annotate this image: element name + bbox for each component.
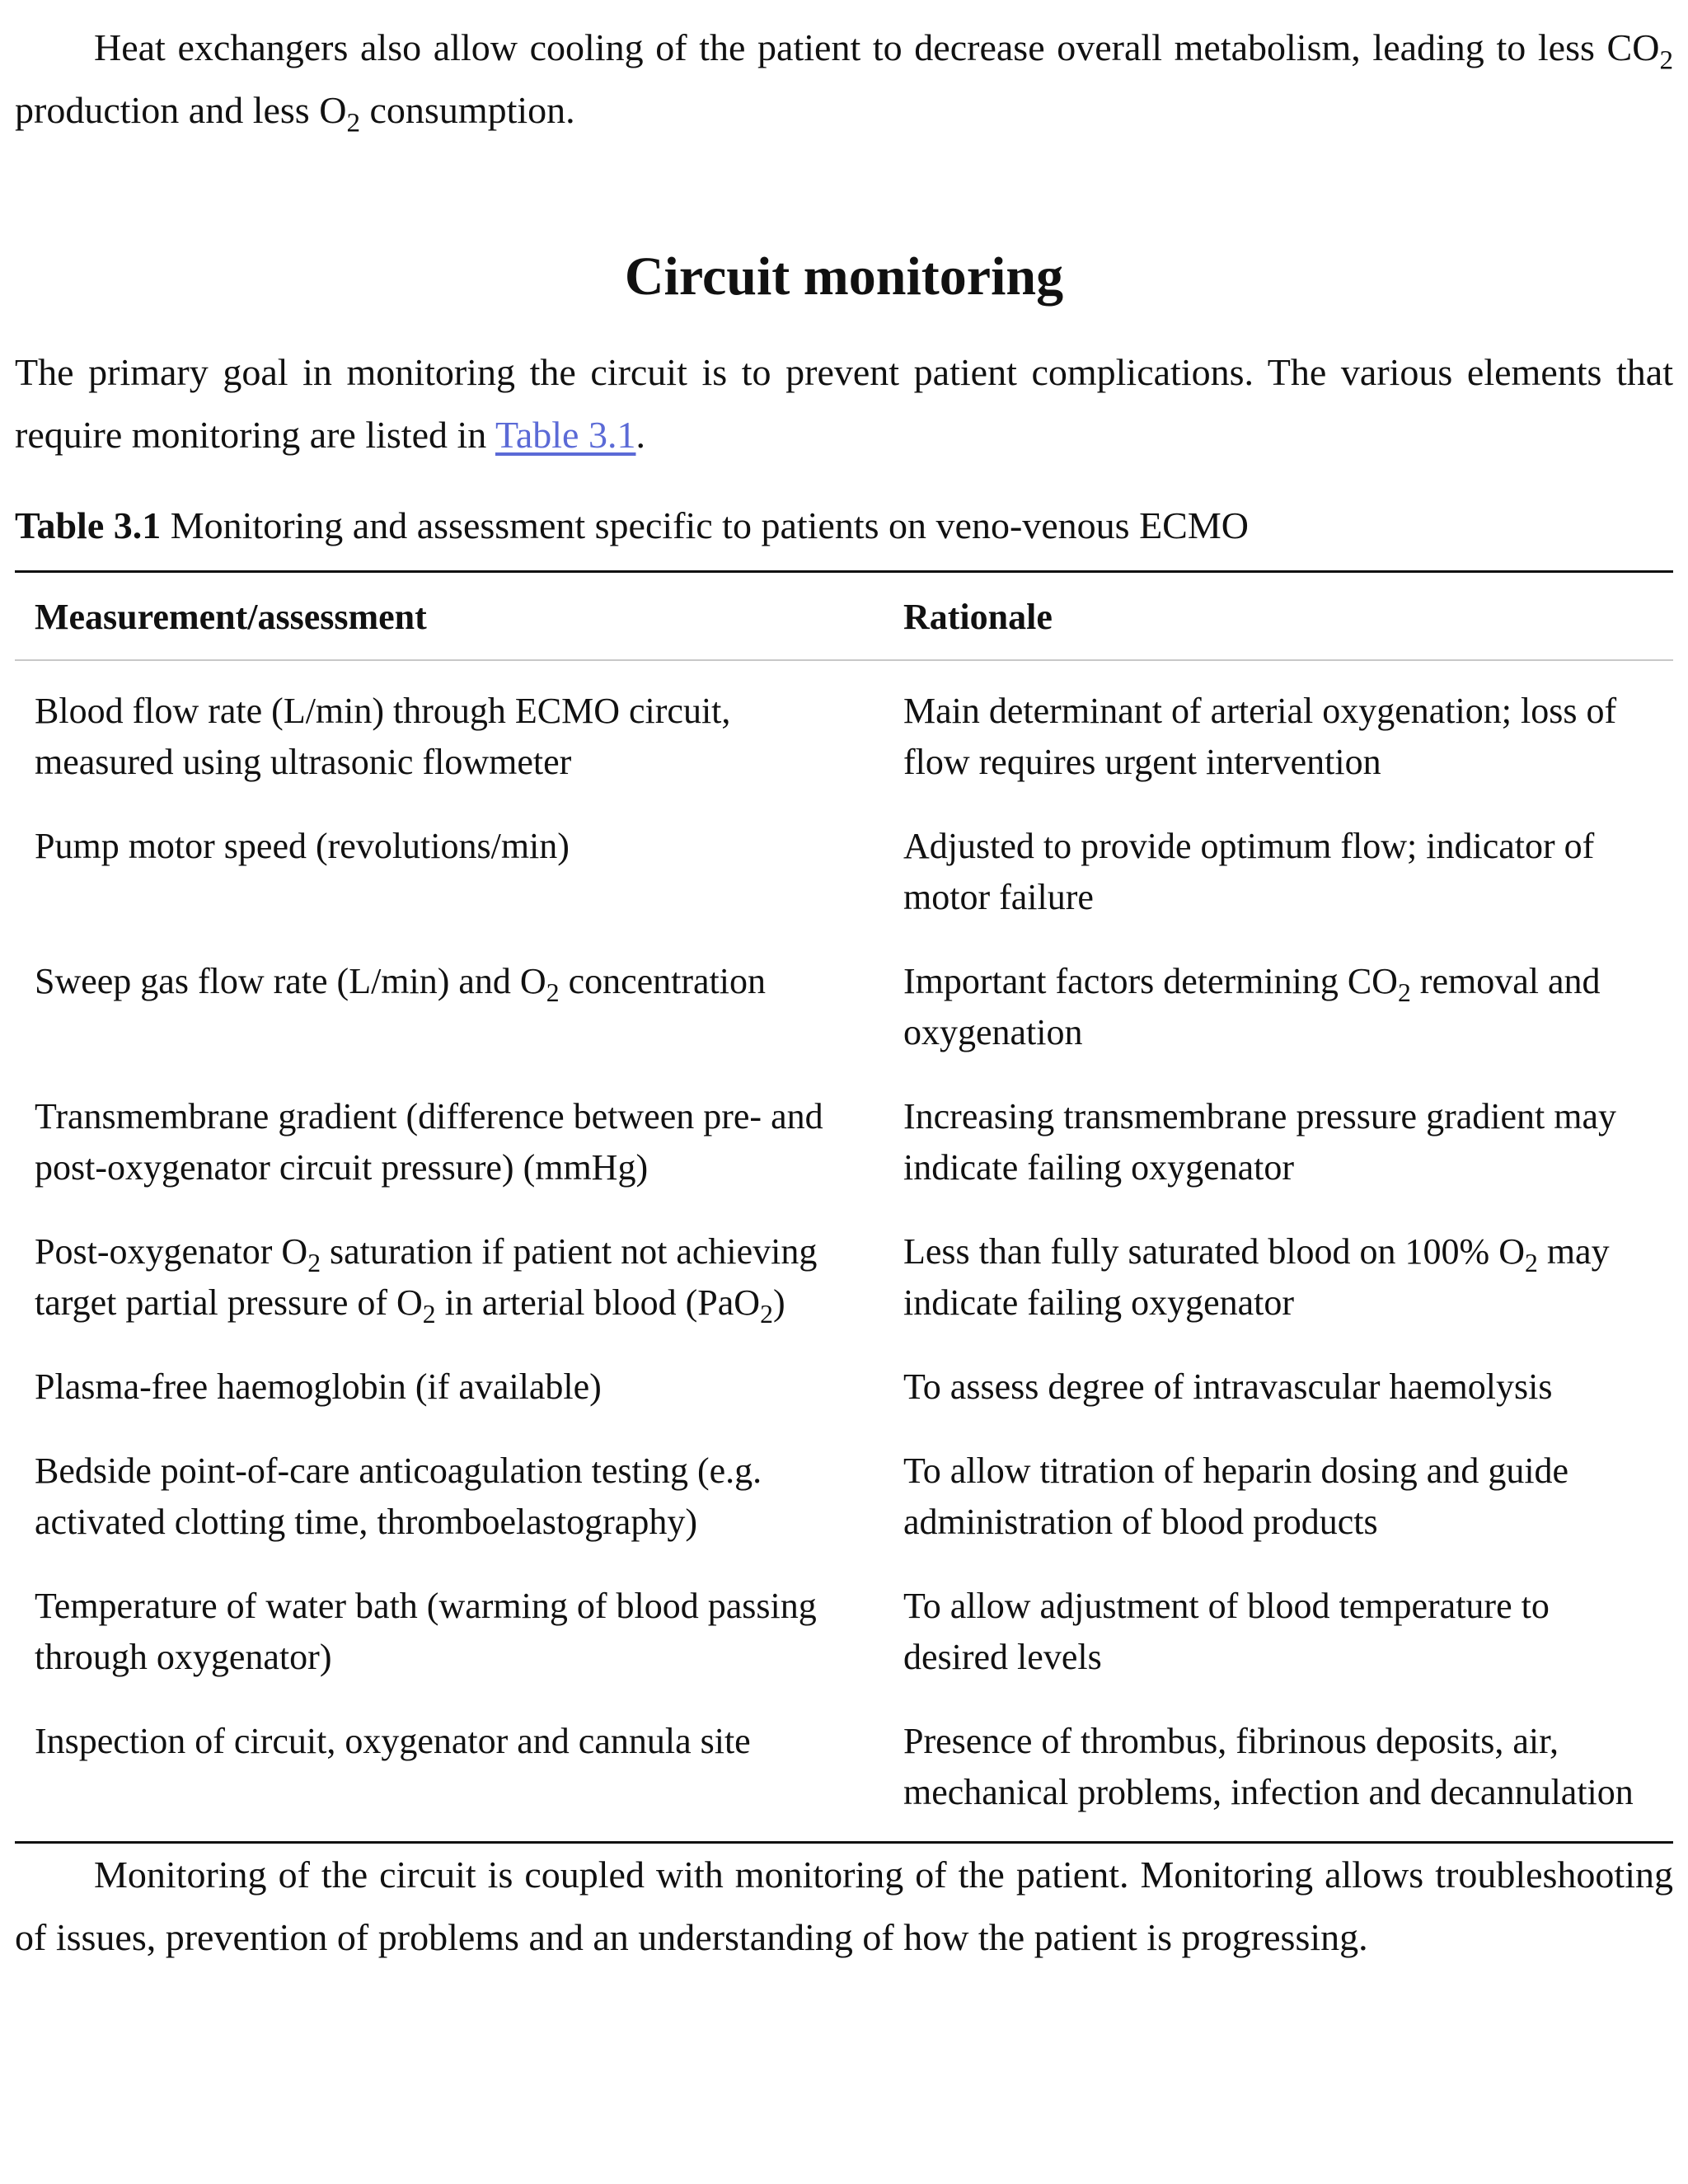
- measurement-cell-text: saturation if patient not achieving target partial pressure of O: [35, 1231, 818, 1323]
- rationale-cell-text: Important factors determining CO: [903, 961, 1398, 1001]
- table-row: [15, 1071, 1673, 1207]
- subscript: 2: [546, 978, 560, 1008]
- table-row: [15, 801, 1673, 936]
- rationale-cell: [884, 1696, 1673, 1843]
- measurement-cell-text: in arterial blood (PaO: [435, 1282, 761, 1323]
- measurement-cell-text: Temperature of water bath (warming of blood passing through oxygenator): [35, 1586, 817, 1677]
- table-row: [15, 1696, 1673, 1843]
- closing-paragraph: Monitoring of the circuit is coupled with monitoring of the patient. Monitoring allows troubleshooting of issues, prevention of problems and an understanding of how the patient is progressing.: [15, 1854, 1673, 1958]
- subscript: 2: [1659, 45, 1673, 76]
- rationale-cell: [884, 1426, 1673, 1561]
- measurement-cell: [15, 1071, 884, 1207]
- intro-text: Heat exchangers also allow cooling of the patient to decrease overall metabolism, leading to less CO: [94, 26, 1660, 68]
- document-page: [15, 16, 1673, 1969]
- rationale-cell-text: To allow titration of heparin dosing and guide administration of blood products: [903, 1451, 1569, 1542]
- measurement-cell: [15, 801, 884, 936]
- subscript: 2: [422, 1300, 436, 1329]
- measurement-cell-text: Sweep gas flow rate (L/min) and O: [35, 961, 546, 1001]
- table-body: [15, 660, 1673, 1843]
- column-header-measurement: Measurement/assessment: [15, 572, 884, 661]
- rationale-cell: [884, 1561, 1673, 1696]
- rationale-cell-text: Main determinant of arterial oxygenation; loss of flow requires urgent intervention: [903, 691, 1617, 782]
- measurement-cell: [15, 660, 884, 801]
- subscript: 2: [346, 107, 360, 138]
- subscript: 2: [760, 1300, 773, 1329]
- rationale-cell-text: Increasing transmembrane pressure gradient may indicate failing oxygenator: [903, 1096, 1616, 1188]
- measurement-cell: [15, 936, 884, 1071]
- rationale-cell: [884, 1342, 1673, 1426]
- table-row: [15, 936, 1673, 1071]
- measurement-cell: [15, 1207, 884, 1342]
- table-caption-label: Table 3.1: [15, 504, 162, 546]
- section-paragraph-end: .: [635, 414, 645, 456]
- rationale-cell-text: removal and oxygenation: [903, 961, 1601, 1052]
- measurement-cell-text: Inspection of circuit, oxygenator and cannula site: [35, 1721, 751, 1761]
- measurement-cell-text: Plasma-free haemoglobin (if available): [35, 1366, 602, 1407]
- table-row: [15, 1426, 1673, 1561]
- measurement-cell-text: Transmembrane gradient (difference between pre- and post-oxygenator circuit pressure) (mmHg): [35, 1096, 823, 1188]
- section-paragraph: [15, 341, 1673, 466]
- rationale-cell-text: Less than fully saturated blood on 100% O: [903, 1231, 1525, 1272]
- measurement-cell-text: Post-oxygenator O: [35, 1231, 308, 1272]
- measurement-cell: [15, 1342, 884, 1426]
- measurement-cell: [15, 1696, 884, 1843]
- rationale-cell: [884, 801, 1673, 936]
- table-reference-link[interactable]: Table 3.1: [495, 414, 636, 456]
- table-caption-text: Monitoring and assessment specific to patients on veno-venous ECMO: [161, 504, 1249, 546]
- table-header-row: [15, 572, 1673, 661]
- table-row: [15, 1342, 1673, 1426]
- measurement-cell-text: Blood flow rate (L/min) through ECMO circuit, measured using ultrasonic flowmeter: [35, 691, 731, 782]
- rationale-cell-text: To allow adjustment of blood temperature to desired levels: [903, 1586, 1550, 1677]
- section-paragraph-text: The primary goal in monitoring the circuit is to prevent patient complications. The various elements that require monitoring are listed in: [15, 351, 1673, 456]
- rationale-cell-text: Presence of thrombus, fibrinous deposits, air, mechanical problems, infection and decannulation: [903, 1721, 1634, 1812]
- rationale-cell-text: To assess degree of intravascular haemolysis: [903, 1366, 1553, 1407]
- table-row: [15, 660, 1673, 801]
- section-heading: Circuit monitoring: [624, 246, 1064, 307]
- rationale-cell: [884, 936, 1673, 1071]
- table-caption: [15, 501, 1673, 551]
- table-row: [15, 1207, 1673, 1342]
- rationale-cell: [884, 660, 1673, 801]
- monitoring-table: [15, 570, 1673, 1844]
- rationale-cell: [884, 1071, 1673, 1207]
- measurement-cell-text: Pump motor speed (revolutions/min): [35, 826, 570, 866]
- subscript: 2: [307, 1249, 321, 1278]
- rationale-cell-text: may indicate failing oxygenator: [903, 1231, 1610, 1323]
- measurement-cell: [15, 1426, 884, 1561]
- measurement-cell-text: concentration: [559, 961, 767, 1001]
- measurement-cell-text: ): [772, 1282, 785, 1323]
- intro-paragraph: [15, 16, 1673, 142]
- rationale-cell: [884, 1207, 1673, 1342]
- subscript: 2: [1524, 1249, 1538, 1278]
- measurement-cell-text: Bedside point-of-care anticoagulation testing (e.g. activated clotting time, thromboelastography): [35, 1451, 762, 1542]
- rationale-cell-text: Adjusted to provide optimum flow; indicator of motor failure: [903, 826, 1595, 917]
- table-row: [15, 1561, 1673, 1696]
- subscript: 2: [1397, 978, 1411, 1008]
- measurement-cell: [15, 1561, 884, 1696]
- intro-text: production and less O: [15, 89, 347, 131]
- intro-text: consumption.: [360, 89, 575, 131]
- column-header-rationale: Rationale: [884, 572, 1673, 661]
